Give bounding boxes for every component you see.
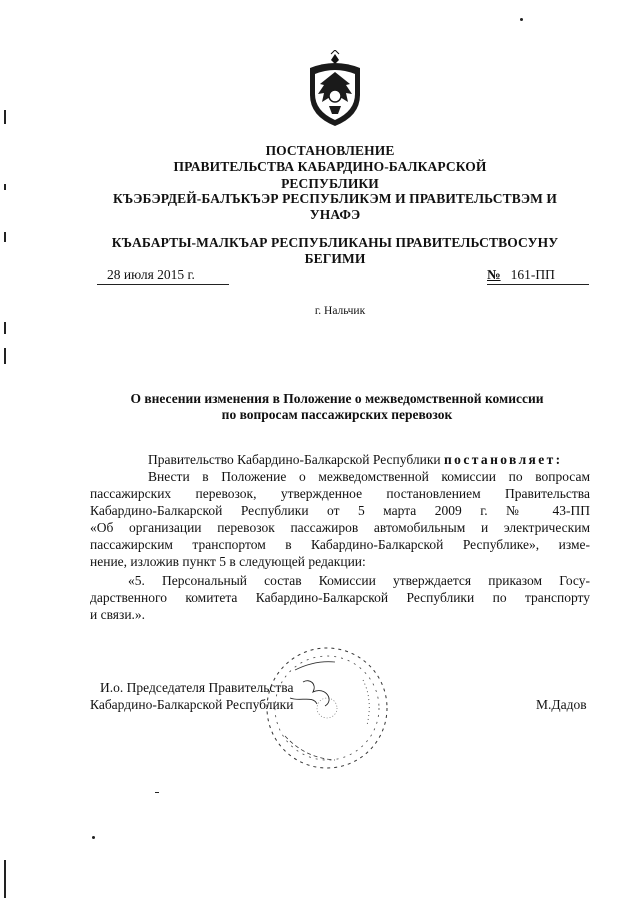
body-line-2: пассажирских перевозок, утвержденное постановлением Правительства <box>90 486 590 501</box>
scan-speck <box>155 792 159 793</box>
scan-margin-mark <box>4 860 6 898</box>
body-line-8: дарственного комитета Кабардино-Балкарской Республики по транспорту <box>90 590 590 605</box>
scan-speck <box>520 18 523 21</box>
coat-of-arms-emblem <box>300 50 370 130</box>
decree-intro-text: Правительство Кабардино-Балкарской Республики <box>148 452 441 467</box>
signatory-name: М.Дадов <box>536 697 587 712</box>
scan-margin-mark <box>4 232 6 242</box>
scan-speck <box>92 836 95 839</box>
number-value: 161-ПП <box>510 267 555 282</box>
document-title-line-2: по вопросам пассажирских перевозок <box>221 407 453 422</box>
body-line-3: Кабардино-Балкарской Республики от 5 марта 2009 г. № 43-ПП <box>90 503 590 518</box>
body-line-5: пассажирским транспортом в Кабардино-Балкарской Республике», изме- <box>90 537 590 552</box>
document-number <box>487 267 589 285</box>
scan-margin-mark <box>4 348 6 364</box>
scan-margin-mark <box>4 184 6 190</box>
scan-margin-mark <box>4 322 6 334</box>
header-government-balk-2: БЕГИМИ <box>304 251 366 266</box>
header-title: ПОСТАНОВЛЕНИЕ <box>265 143 395 158</box>
header-government-kab-2: УНАФЭ <box>309 207 361 222</box>
header-government-ru: ПРАВИТЕЛЬСТВА КАБАРДИНО-БАЛКАРСКОЙ РЕСПУБЛИКИ <box>173 159 487 191</box>
signatory-position-line-2: Кабардино-Балкарской Республики <box>90 697 294 712</box>
body-line-9: и связи.». <box>90 607 146 622</box>
document-title-line-1: О внесении изменения в Положение о межведомственной комиссии <box>130 391 544 406</box>
body-line-7: «5. Персональный состав Комиссии утверждается приказом Госу- <box>128 573 590 588</box>
document-city: г. Нальчик <box>314 305 366 317</box>
body-line-1: Внести в Положение о межведомственной комиссии по вопросам <box>148 469 590 484</box>
signatory-position-line-1: И.о. Председателя Правительства <box>100 680 294 695</box>
header-government-kab-1: КЪЭБЭРДЕЙ-БАЛЪКЪЭР РЕСПУБЛИКЭМ И ПРАВИТЕЛЬСТВЭМ И <box>112 191 558 206</box>
number-label: № <box>487 267 501 282</box>
decree-intro <box>148 452 563 468</box>
scan-margin-mark <box>4 110 6 124</box>
body-line-6: нение, изложив пункт 5 в следующей редакции: <box>90 554 366 569</box>
header-government-balk-1: КЪАБАРТЫ-МАЛКЪАР РЕСПУБЛИКАНЫ ПРАВИТЕЛЬСТВОСУНУ <box>111 235 559 250</box>
document-date: 28 июля 2015 г. <box>97 267 229 285</box>
body-line-4: «Об организации перевозок пассажиров автомобильным и электрическим <box>90 520 590 535</box>
decree-word: постановляет: <box>444 452 563 467</box>
